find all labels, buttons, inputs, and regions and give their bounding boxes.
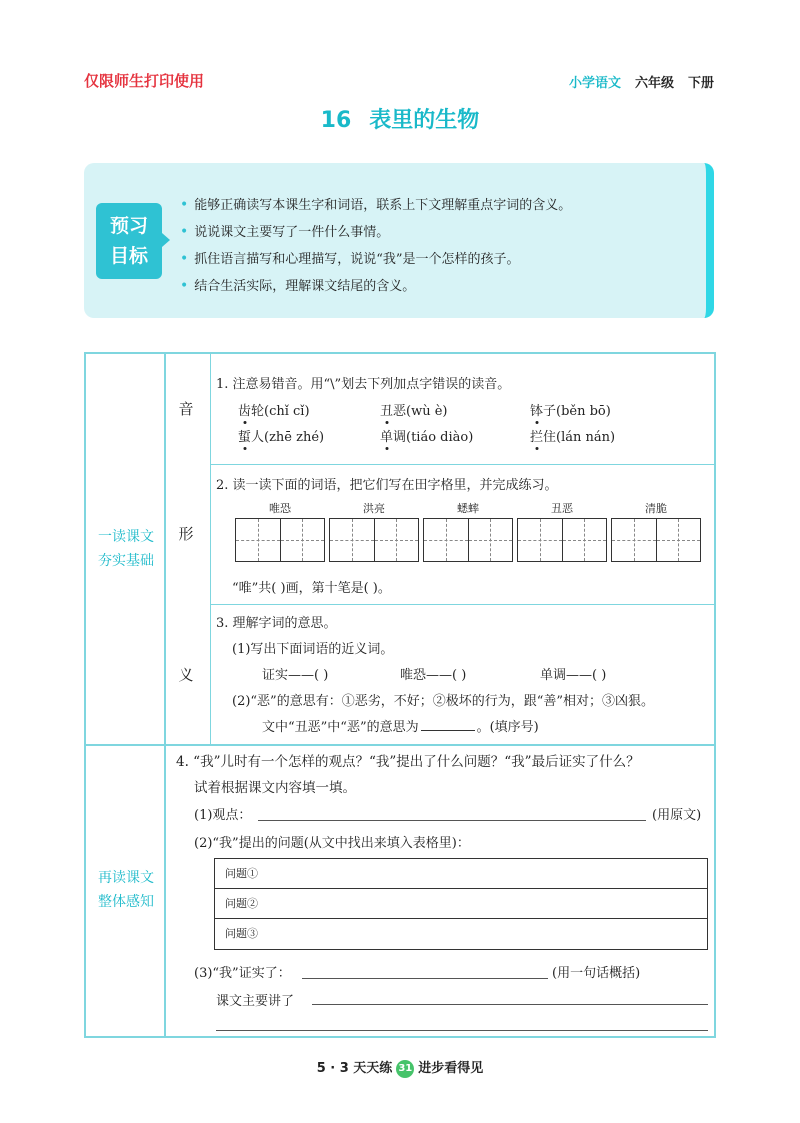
synonym-instruction: (1)写出下面词语的近义词。 [232, 642, 394, 657]
grid-word: 丑恶 [551, 502, 573, 515]
proved-label: (3)“我”证实了： [194, 966, 291, 981]
page-number: 31 [396, 1060, 414, 1078]
meaning-question: 文中“丑恶”中“恶”的意思为 。(填序号) [262, 720, 539, 735]
goal-item: • 结合生活实际，理解课文结尾的含义。 [180, 273, 571, 300]
goal-item: • 说说课文主要写了一件什么事情。 [180, 219, 571, 246]
goal-item: • 能够正确读写本课生字和词语，联系上下文理解重点字词的含义。 [180, 192, 571, 219]
viewpoint-line[interactable] [258, 820, 646, 821]
question-4-cont: 试着根据课文内容填一填。 [194, 780, 356, 796]
grid-word: 唯恐 [269, 502, 291, 515]
viewpoint-note: (用原文) [652, 808, 702, 823]
lesson-number: 16 [320, 108, 352, 133]
table-row[interactable]: 问题② [215, 889, 707, 919]
synonym-item: 单调——( ) [540, 668, 607, 683]
grade: 六年级 [634, 76, 674, 91]
questions-label: (2)“我”提出的问题(从文中找出来填入表格里)： [194, 836, 470, 851]
book-info [569, 72, 714, 91]
pinyin-item: 丑恶(wù è) [380, 404, 448, 419]
tianzi-grid[interactable] [235, 518, 325, 562]
label-yin: 音 [178, 400, 194, 418]
summary-line[interactable] [312, 1004, 708, 1005]
summary-line[interactable] [216, 1030, 708, 1031]
section2-label: 再读课文 整体感知 [98, 870, 154, 910]
question-1: 1. 注意易错音。用“\”划去下列加点字错误的读音。 [216, 377, 511, 392]
pinyin-item: 蜇人(zhē zhé) [238, 430, 325, 445]
pinyin-item: 拦住(lán nán) [530, 430, 616, 445]
question-3: 3. 理解字词的意思。 [216, 616, 337, 631]
tianzi-grid[interactable] [423, 518, 513, 562]
question-4: 4. “我”儿时有一个怎样的观点？“我”提出了什么问题？“我”最后证实了什么？ [176, 754, 640, 770]
synonym-item: 唯恐——( ) [400, 668, 467, 683]
stroke-question: “唯”共( )画，第十笔是( )。 [232, 581, 391, 596]
print-note: 仅限师生打印使用 [84, 72, 205, 90]
goals-badge: 预习 目标 [96, 203, 162, 279]
proved-note: (用一句话概括) [552, 966, 641, 981]
tianzi-grid[interactable] [517, 518, 607, 562]
lesson-title [0, 103, 800, 134]
subject: 小学语文 [568, 76, 621, 91]
summary-label: 课文主要讲了 [216, 994, 295, 1009]
volume: 下册 [687, 76, 714, 91]
pinyin-item: 齿轮(chǐ cǐ) [238, 404, 310, 419]
label-yi: 义 [178, 666, 194, 684]
goal-item: • 抓住语言描写和心理描写，说说“我”是一个怎样的孩子。 [180, 246, 571, 273]
page-footer: 5 · 3 天天练 31 进步看得见 [316, 1061, 484, 1076]
pinyin-item: 钵子(běn bō) [530, 404, 611, 419]
answer-blank[interactable] [421, 730, 475, 731]
table-row[interactable]: 问题① [215, 859, 707, 889]
proved-line[interactable] [302, 978, 548, 979]
label-xing: 形 [178, 525, 194, 543]
tianzi-grid[interactable] [329, 518, 419, 562]
lesson-name: 表里的生物 [369, 108, 480, 133]
grid-word: 清脆 [645, 502, 667, 515]
grid-word: 洪亮 [363, 502, 385, 515]
table-row[interactable]: 问题③ [225, 927, 258, 940]
tianzi-grid[interactable] [611, 518, 701, 562]
question-2: 2. 读一读下面的词语，把它们写在田字格里，并完成练习。 [216, 478, 558, 493]
questions-table [214, 858, 708, 950]
goals-list [180, 192, 571, 300]
pinyin-item: 单调(tiáo diào) [380, 430, 474, 445]
viewpoint-label: (1)观点： [194, 808, 252, 823]
synonym-item: 证实——( ) [262, 668, 329, 683]
section1-label: 一读课文 夯实基础 [98, 529, 154, 569]
grid-word: 蟋蟀 [457, 502, 479, 515]
meaning-options: (2)“恶”的意思有：①恶劣，不好；②极坏的行为，跟“善”相对；③凶狠。 [232, 694, 654, 709]
